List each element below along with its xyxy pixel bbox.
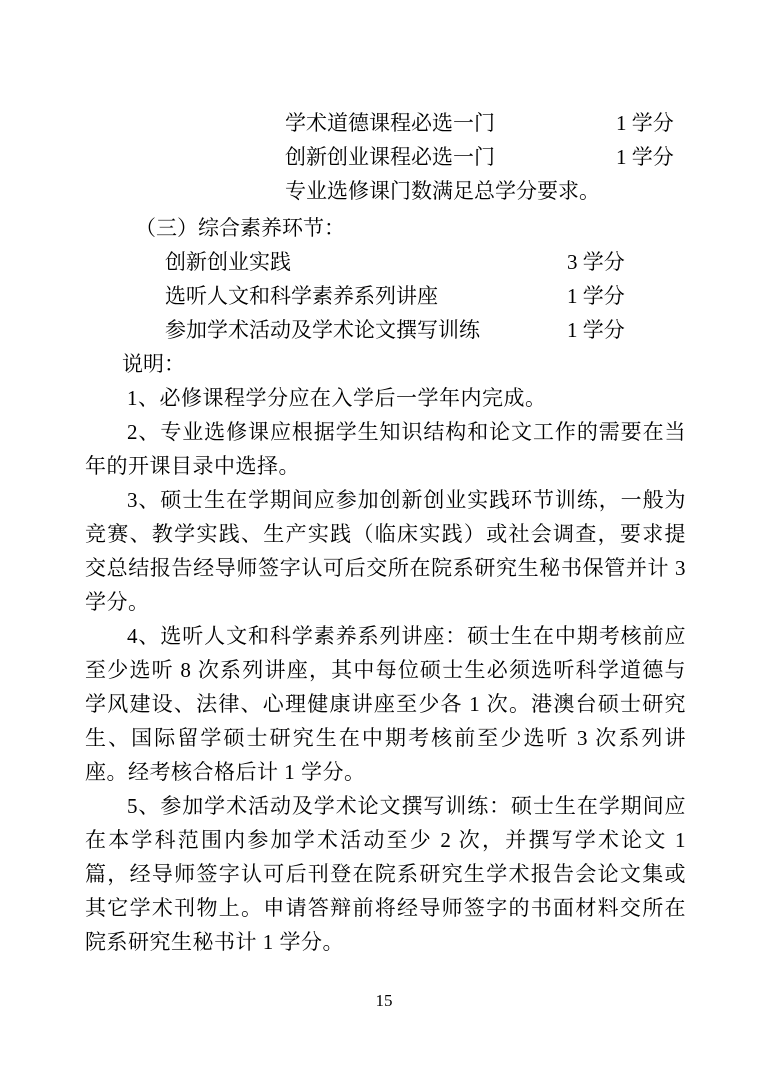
- credit-value: 1 学分: [616, 111, 674, 135]
- credit-line: [85, 313, 686, 347]
- course-requirement-text: 创新创业实践: [165, 250, 291, 274]
- course-requirement-text: 学术道德课程必选一门: [285, 111, 495, 135]
- credit-line: [85, 174, 686, 208]
- course-requirement-text: 专业选修课门数满足总学分要求。: [285, 179, 600, 203]
- credit-line: [85, 245, 686, 279]
- section-heading: （三）综合素养环节：: [135, 216, 345, 240]
- note-paragraph: 3、硕士生在学期间应参加创新创业实践环节训练，一般为竞赛、教学实践、生产实践（临床实践）或社会调查，要求提交总结报告经导师签字认可后交所在院系研究生秘书保管并计 3 学分。: [85, 488, 686, 614]
- course-requirement-text: 创新创业课程必选一门: [285, 145, 495, 169]
- course-requirement-text: 参加学术活动及学术论文撰写训练: [165, 318, 480, 342]
- notes-label: 说明：: [122, 352, 185, 376]
- document-content: [85, 106, 686, 959]
- credit-line: [85, 106, 686, 140]
- note-paragraph: 4、选听人文和科学素养系列讲座：硕士生在中期考核前应至少选听 8 次系列讲座，其中每位硕士生必须选听科学道德与学风建设、法律、心理健康讲座至少各 1 次。港澳台硕士研究生、国际留学硕士研究生在中期考核前至少选听 3 次系列讲座。经考核合格后计 1 学分。: [85, 624, 686, 784]
- credit-line: [85, 140, 686, 174]
- credit-value: 3 学分: [567, 250, 625, 274]
- note-paragraph: 5、参加学术活动及学术论文撰写训练：硕士生在学期间应在本学科范围内参加学术活动至少 2 次，并撰写学术论文 1 篇，经导师签字认可后刊登在院系研究生学术报告会论文集或其它学术刊物上。申请答辩前将经导师签字的书面材料交所在院系研究生秘书计 1 学分。: [85, 794, 686, 954]
- note-paragraph: 2、专业选修课应根据学生知识结构和论文工作的需要在当年的开课目录中选择。: [85, 420, 686, 478]
- credit-value: 1 学分: [567, 318, 625, 342]
- credit-value: 1 学分: [616, 145, 674, 169]
- credit-value: 1 学分: [567, 284, 625, 308]
- page-number: 15: [375, 991, 393, 1010]
- course-requirement-text: 选听人文和科学素养系列讲座: [165, 284, 438, 308]
- note-paragraph: 1、必修课程学分应在入学后一学年内完成。: [127, 386, 547, 410]
- credit-line: [85, 279, 686, 313]
